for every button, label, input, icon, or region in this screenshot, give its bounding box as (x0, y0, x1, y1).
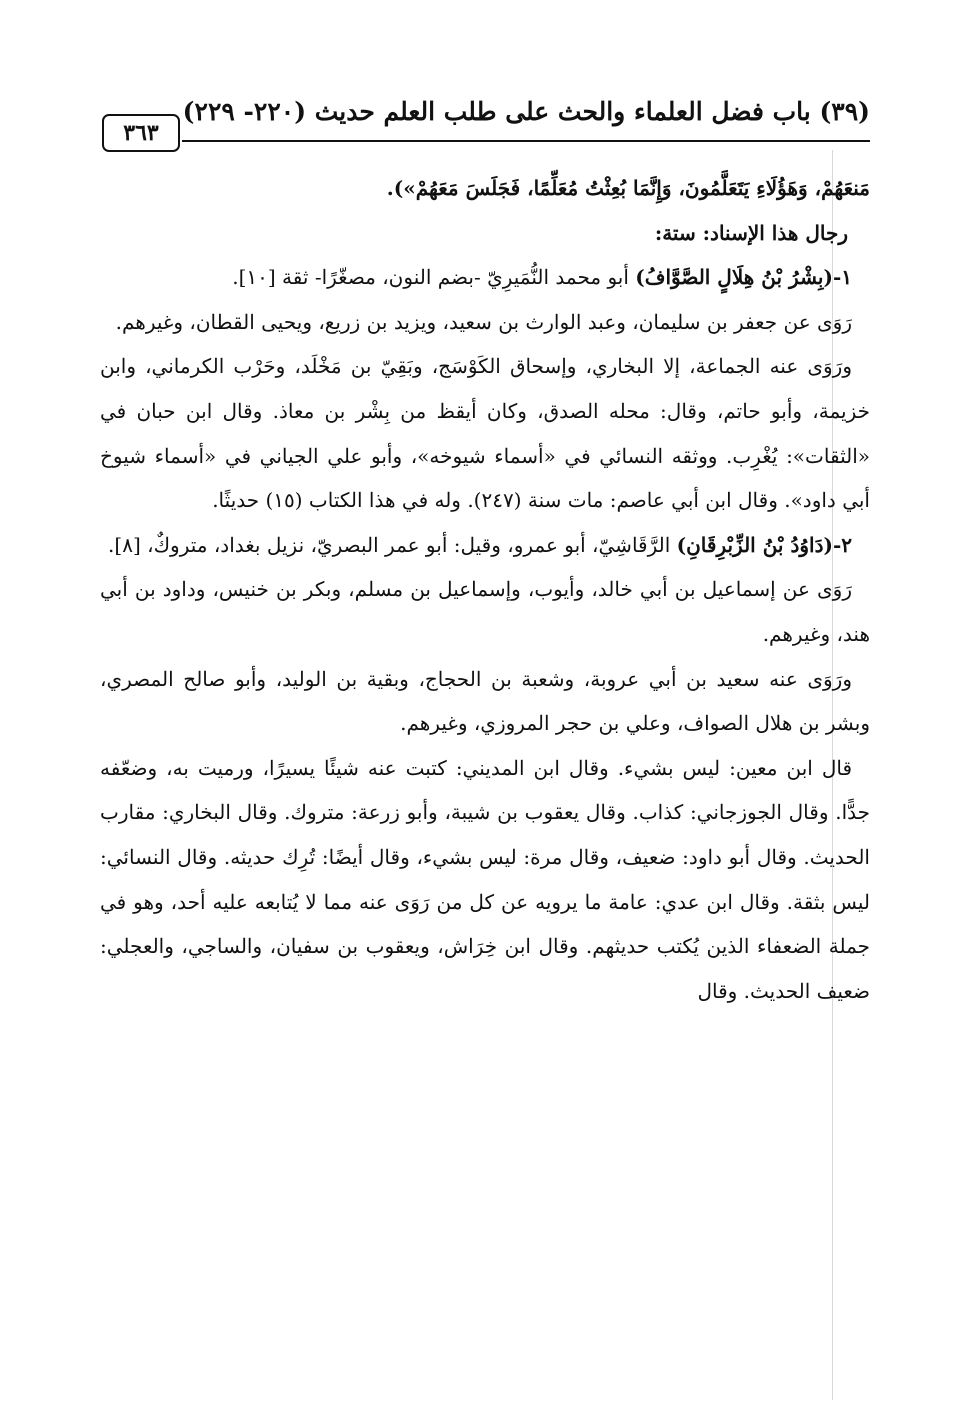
page-header (100, 92, 870, 152)
narrator-2-entry (100, 523, 870, 568)
narrator-1-intro: أبو محمد النُّمَيرِيّ -بضم النون، مصغّرًا- ثقة [١٠]. (232, 265, 636, 290)
narrator-1-by: ورَوَى عنه الجماعة، إلا البخاري، وإسحاق الكَوْسَج، وبَقِيّ بن مَخْلَد، وحَرْب الكرماني، وابن خزيمة، وأبو حاتم، وقال: محله الصدق، وكان أيقظ من بِشْر بن معاذ. وقال ابن حبان في «الثقات»: يُغْرِب. ووثقه النسائي في «أسماء شيوخه»، وأبو علي الجياني في «أسماء شيوخ أبي داود». وقال ابن أبي عاصم: مات سنة (٢٤٧). وله في هذا الكتاب (١٥) حديثًا. (100, 354, 870, 513)
narrator-2-name: ٢-(دَاوُدُ بْنُ الزِّبْرِقَانِ) (676, 532, 852, 557)
page-number-box: ٣٦٣ (102, 114, 180, 152)
narrator-1-from: رَوَى عن جعفر بن سليمان، وعبد الوارث بن سعيد، ويزيد بن زريع، ويحيى القطان، وغيرهم. (115, 309, 852, 334)
hadith-text-end: مَنعَهُمْ، وَهَؤُلَاءِ يَتَعَلَّمُونَ، وَإِنَّمَا بُعِثْتُ مُعَلِّمًا، فَجَلَسَ مَعَهُمْ»). (386, 176, 870, 200)
narrator-2-from: رَوَى عن إسماعيل بن أبي خالد، وأيوب، وإسماعيل بن مسلم، وبكر بن خنيس، وداود بن أبي هند، وغيرهم. (100, 577, 870, 646)
section-heading: رجال هذا الإسناد: ستة: (654, 220, 848, 245)
narrator-2-by: ورَوَى عنه سعيد بن أبي عروبة، وشعبة بن الحجاج، وبقية بن الوليد، وأبو صالح المصري، وبشر بن هلال الصواف، وعلي بن حجر المروزي، وغيرهم. (100, 666, 870, 736)
narrator-1-name: ١-(بِشْرُ بْنُ هِلَالٍ الصَّوَّافُ) (635, 265, 852, 290)
chapter-title: (٣٩) باب فضل العلماء والحث على طلب العلم حديث (٢٢٠- ٢٢٩) (182, 97, 870, 126)
narrator-2-criticism: قال ابن معين: ليس بشيء. وقال ابن المديني: كتبت عنه شيئًا يسيرًا، ورميت به، وضعّفه جدًّا. وقال الجوزجاني: كذاب. وقال يعقوب بن شيبة، وأبو زرعة: متروك. وقال البخاري: مقارب الحديث. وقال أبو داود: ضعيف، وقال مرة: ليس بشيء، وقال أيضًا: تُرِك حديثه. وقال النسائي: ليس بثقة. وقال ابن عدي: عامة ما يرويه عن كل من رَوَى عنه مما لا يُتابعه عليه أحد، وهو في جملة الضعفاء الذين يُكتب حديثهم. وقال ابن خِرَاش، ويعقوب بن سفيان، والساجي، والعجلي: ضعيف الحديث. وقال (100, 755, 870, 1003)
page-body (100, 166, 870, 1013)
narrator-2-intro: الرَّقَاشِيّ، أبو عمرو، وقيل: أبو عمر البصريّ، نزيل بغداد، متروكٌ، [٨]. (108, 532, 677, 557)
book-page (100, 92, 870, 1392)
header-rule (182, 140, 870, 142)
narrator-1-entry (100, 255, 870, 300)
